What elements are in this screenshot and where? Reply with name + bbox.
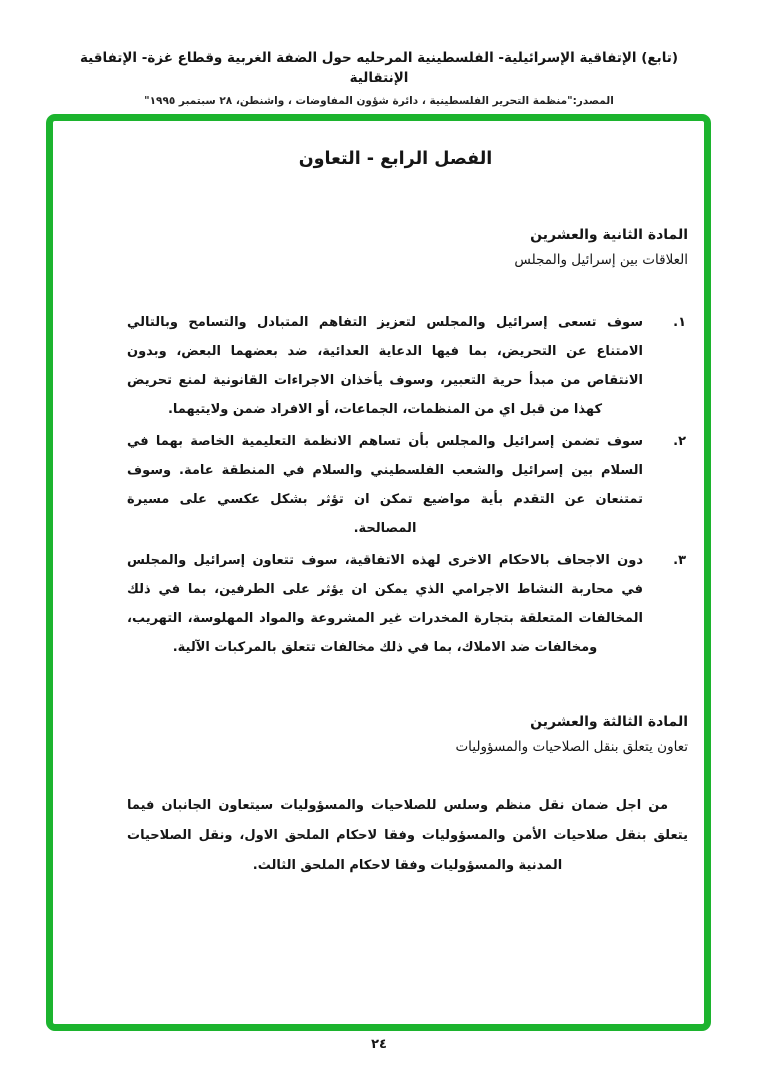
article-23 xyxy=(103,714,688,881)
document-content xyxy=(53,121,704,1024)
clause-3-text: دون الاجحاف بالاحكام الاخرى لهذه الاتفاقية، سوف تتعاون إسرائيل والمجلس في محاربة النشاط الاجرامي الذي يمكن ان يؤثر على الطرفين، بما في ذلك المخالفات المتعلقة بتجارة المخدرات غير المشروعة والمواد المهلوسة، التهريب، ومخالفات ضد الاملاك، بما في ذلك مخالفات تتعلق بالمركبات الآلية. xyxy=(127,553,643,655)
article-23-subheading: تعاون يتعلق بنقل الصلاحيات والمسؤوليات xyxy=(455,739,688,755)
green-frame xyxy=(46,114,711,1031)
page-header xyxy=(0,48,758,107)
article-22 xyxy=(103,227,688,662)
article-23-heading: المادة الثالثة والعشرين xyxy=(530,714,688,730)
clause-2-number: ٢. xyxy=(673,434,686,449)
clause-3-number: ٣. xyxy=(673,553,686,568)
article-22-subheading: العلاقات بين إسرائيل والمجلس xyxy=(514,252,688,268)
clause-1-text: سوف تسعى إسرائيل والمجلس لتعزيز التفاهم المتبادل والتسامح وبالتالي الامتناع عن التحريض، بما فيها الدعاية العدائية، ضد بعضهما البعض، وبدون الانتقاص من مبدأ حرية التعبير، وسوف يأخذان الاجراءات القانونية لمنع تحريض كهذا من قبل اي من المنظمات، الجماعات، أو الافراد ضمن ولايتيهما. xyxy=(127,315,643,417)
clause-1 xyxy=(103,308,688,424)
clause-2-text: سوف تضمن إسرائيل والمجلس بأن تساهم الانظمة التعليمية الخاصة بهما في السلام بين إسرائيل والشعب الفلسطيني والسلام في المنطقة عامة. وسوف تمتنعان عن التقدم بأية مواضيع تمكن ان تؤثر بشكل عكسي على مسيرة المصالحة. xyxy=(127,434,643,536)
article-22-heading: المادة الثانية والعشرين xyxy=(530,227,688,243)
page-number: ٢٤ xyxy=(371,1037,387,1052)
clause-1-number: ١. xyxy=(673,315,686,330)
agreement-title: (تابع) الإتفاقية الإسرائيلية- الفلسطينية المرحليه حول الضفة الغربية وقطاع غزة- الإتفاقية الإنتقالية xyxy=(79,50,679,87)
article-23-paragraph: من اجل ضمان نقل منظم وسلس للصلاحيات والمسؤوليات سيتعاون الجانبان فيما يتعلق بنقل صلاحيات الأمن والمسؤوليات وفقا لاحكام الملحق الاول، ونقل الصلاحيات المدنية والمسؤوليات وفقا لاحكام الملحق الثالث. xyxy=(127,798,688,873)
clause-2 xyxy=(103,427,688,543)
source-line: المصدر:"منظمة التحرير الفلسطينية ، دائرة شؤون المفاوضات ، واشنطن، ٢٨ سبتمبر ١٩٩٥" xyxy=(144,94,614,107)
article-22-clauses xyxy=(103,308,688,662)
clause-3 xyxy=(103,546,688,662)
chapter-title: الفصل الرابع - التعاون xyxy=(298,149,493,169)
